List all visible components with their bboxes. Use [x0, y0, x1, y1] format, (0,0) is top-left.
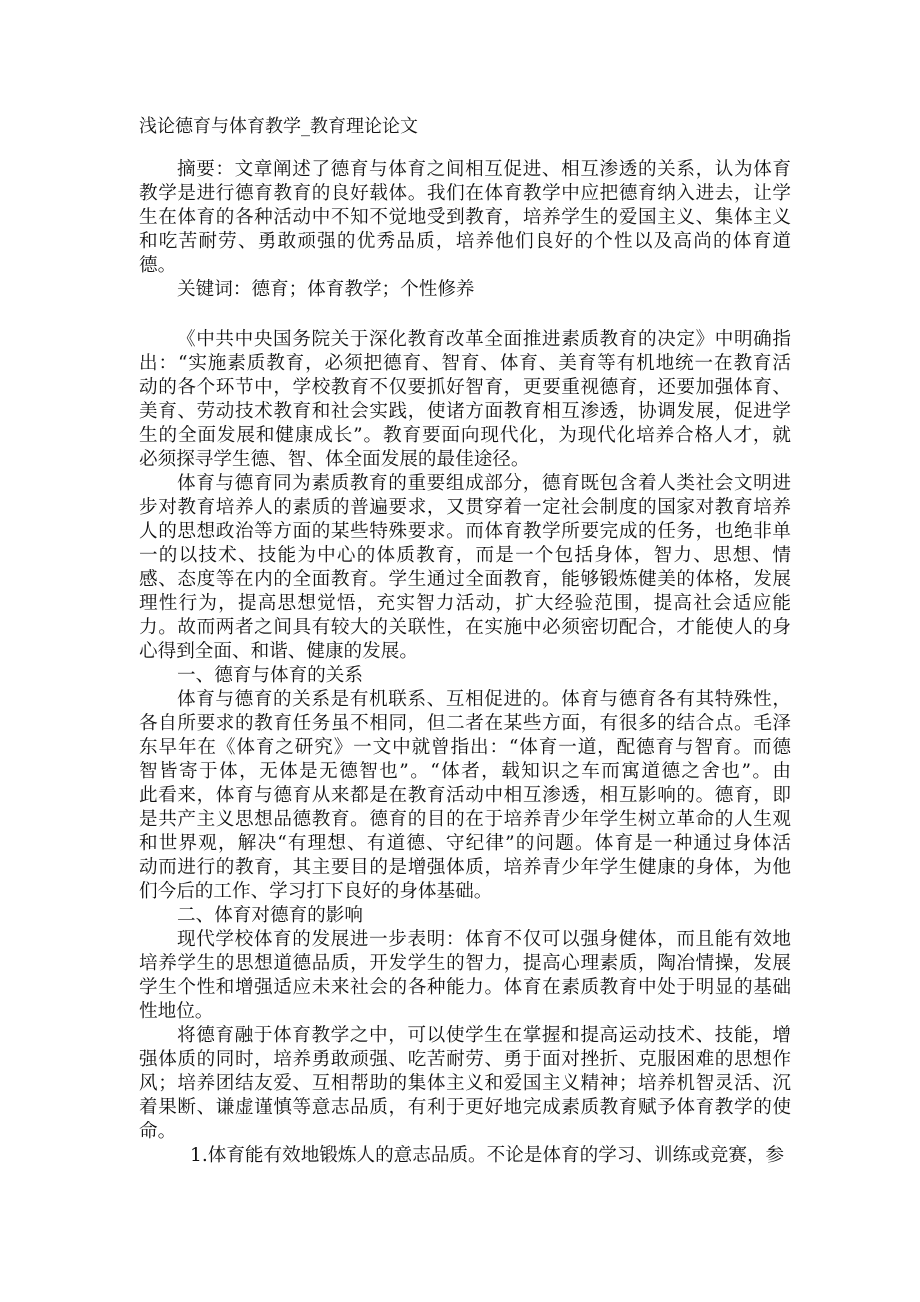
document-body	[139, 328, 791, 1168]
abstract-line: 教学是进行德育教育的良好载体。我们在体育教学中应把德育纳入进去，让学	[139, 183, 791, 204]
paragraph	[139, 688, 791, 904]
paragraph	[139, 328, 791, 472]
heading-text: 一、德育与体育的关系	[177, 665, 363, 686]
paragraph-line: 生的全面发展和健康成长”。教育要面向现代化，为现代化培养合格人才，就	[139, 425, 791, 446]
paragraph-line: 命。	[139, 1121, 177, 1142]
paragraph-line: 各自所要求的教育任务虽不相同，但二者在某些方面，有很多的结合点。毛泽	[139, 713, 791, 734]
heading-text: 二、体育对德育的影响	[177, 905, 363, 926]
abstract	[139, 158, 791, 302]
paragraph-line: 此看来，体育与德育从来都是在教育活动中相互渗透，相互影响的。德育，即	[139, 785, 791, 806]
paragraph-line: 们今后的工作、学习打下良好的身体基础。	[139, 881, 493, 902]
paragraph-line: 力。故而两者之间具有较大的关联性，在实施中必须密切配合，才能使人的身	[139, 617, 791, 638]
paragraph-line: 理性行为，提高思想觉悟，充实智力活动，扩大经验范围，提高社会适应能	[139, 593, 791, 614]
paragraph-line: 东早年在《体育之研究》一文中就曾指出：“体育一道，配德育与智育。而德	[139, 737, 791, 758]
paragraph-line: 培养学生的思想道德品质，开发学生的智力，提高心理素质，陶冶情操，发展	[139, 953, 791, 974]
paragraph	[139, 1024, 791, 1144]
paragraph-line: 将德育融于体育教学之中，可以使学生在掌握和提高运动技术、技能，增	[177, 1025, 791, 1046]
paragraph-line: 体育与德育的关系是有机联系、互相促进的。体育与德育各有其特殊性，	[177, 689, 791, 710]
list-item	[139, 1144, 791, 1168]
abstract-line: 生在体育的各种活动中不知不觉地受到教育，培养学生的爱国主义、集体主义	[139, 207, 791, 228]
section-heading	[139, 664, 791, 688]
paragraph-line: 心得到全面、和谐、健康的发展。	[139, 641, 418, 662]
keywords-line: 关键词：德育；体育教学；个性修养	[177, 279, 475, 300]
paragraph-line: 性地位。	[139, 1001, 214, 1022]
paragraph-line: 学生个性和增强适应未来社会的各种能力。体育在素质教育中处于明显的基础	[139, 977, 791, 998]
paragraph-line: 1.体育能有效地锻炼人的意志品质。不论是体育的学习、训练或竞赛，参	[190, 1145, 785, 1166]
paragraph-line: 感、态度等在内的全面教育。学生通过全面教育，能够锻炼健美的体格，发展	[139, 569, 791, 590]
paragraph-line: 智皆寄于体，无体是无德智也”。“体者，载知识之车而寓道德之舍也”。由	[139, 761, 791, 782]
paragraph-line: 步对教育培养人的素质的普遍要求，又贯穿着一定社会制度的国家对教育培养	[139, 497, 791, 518]
abstract-line: 和吃苦耐劳、勇敢顽强的优秀品质，培养他们良好的个性以及高尚的体育道	[139, 231, 791, 252]
paragraph-line: 必须探寻学生德、智、体全面发展的最佳途径。	[139, 449, 530, 470]
paragraph-line: 一的以技术、技能为中心的体质教育，而是一个包括身体，智力、思想、情	[139, 545, 791, 566]
paragraph-line: 人的思想政治等方面的某些特殊要求。而体育教学所要完成的任务，也绝非单	[139, 521, 791, 542]
paragraph-line: 动而进行的教育，其主要目的是增强体质，培养青少年学生健康的身体，为他	[139, 857, 791, 878]
paragraph-line: 是共产主义思想品德教育。德育的目的在于培养青少年学生树立革命的人生观	[139, 809, 791, 830]
paragraph	[139, 928, 791, 1024]
paragraph-line: 现代学校体育的发展进一步表明：体育不仅可以强身健体，而且能有效地	[177, 929, 791, 950]
paragraph-line: 着果断、谦虚谨慎等意志品质，有利于更好地完成素质教育赋予体育教学的使	[139, 1097, 791, 1118]
paragraph	[139, 472, 791, 664]
paragraph-line: 出：“实施素质教育，必须把德育、智育、体育、美育等有机地统一在教育活	[139, 353, 791, 374]
paragraph-line: 和世界观，解决“有理想、有道德、守纪律”的问题。体育是一种通过身体活	[139, 833, 791, 854]
document-title: 浅论德育与体育教学_教育理论论文	[139, 116, 418, 137]
abstract-line: 摘要：文章阐述了德育与体育之间相互促进、相互渗透的关系，认为体育	[177, 159, 791, 180]
paragraph-line: 《中共中央国务院关于深化教育改革全面推进素质教育的决定》中明确指	[177, 329, 791, 350]
paragraph-line: 美育、劳动技术教育和社会实践，使诸方面教育相互渗透，协调发展，促进学	[139, 401, 791, 422]
paragraph-line: 动的各个环节中，学校教育不仅要抓好智育，更要重视德育，还要加强体育、	[139, 377, 791, 398]
paragraph-line: 体育与德育同为素质教育的重要组成部分，德育既包含着人类社会文明进	[177, 473, 791, 494]
abstract-line: 德。	[139, 255, 177, 276]
paragraph-line: 强体质的同时，培养勇敢顽强、吃苦耐劳、勇于面对挫折、克服困难的思想作	[139, 1049, 791, 1070]
paragraph-line: 风；培养团结友爱、互相帮助的集体主义和爱国主义精神；培养机智灵活、沉	[139, 1073, 791, 1094]
section-heading	[139, 904, 791, 928]
